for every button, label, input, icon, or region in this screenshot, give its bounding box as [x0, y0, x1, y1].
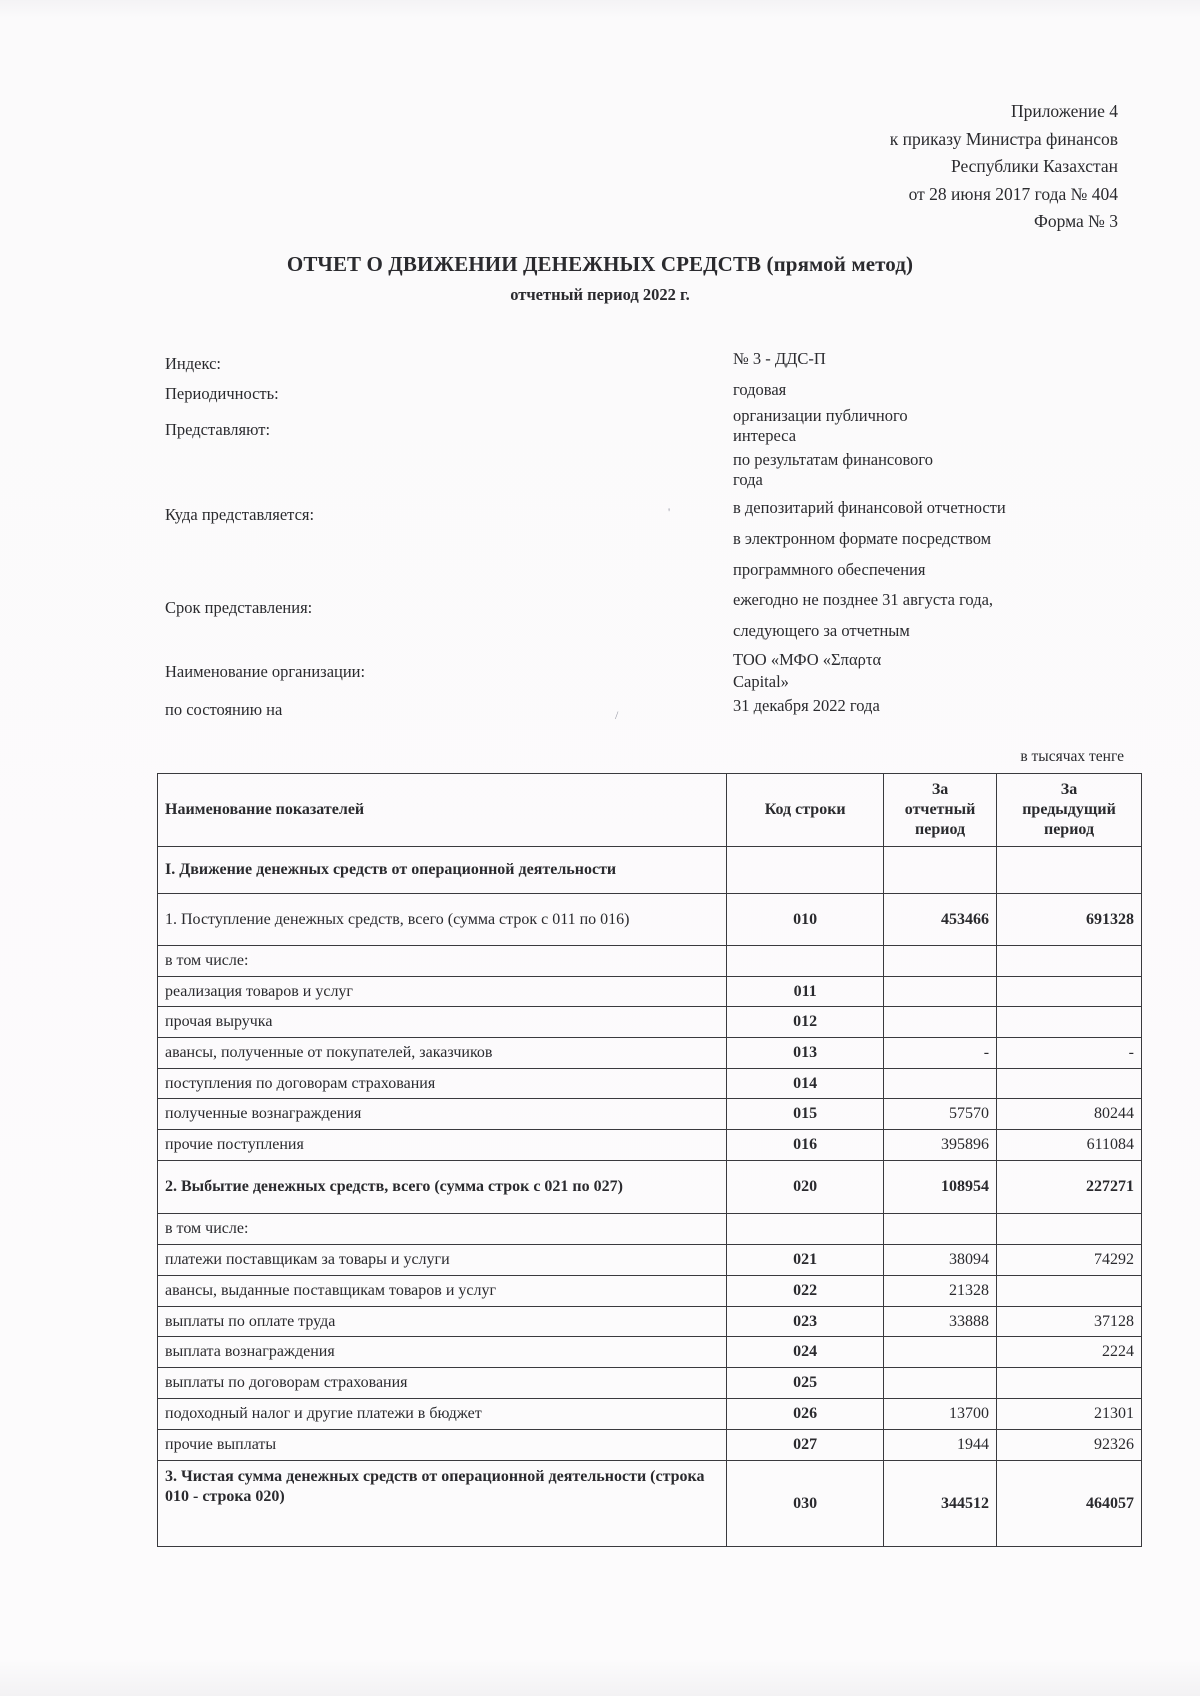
indicator-name-cell: реализация товаров и услуг	[158, 977, 727, 1007]
current-period-cell	[884, 1214, 997, 1245]
indicator-name-cell: I. Движение денежных средств от операционной деятельности	[158, 847, 727, 894]
previous-period-cell	[997, 1214, 1142, 1245]
table-row	[158, 847, 1142, 894]
appendix-line: к приказу Министра финансов	[889, 128, 1118, 149]
header-previous-period	[997, 774, 1142, 847]
table-row	[158, 894, 1142, 946]
indicator-name-cell: в том числе:	[158, 946, 727, 977]
indicator-name-cell: в том числе:	[158, 1214, 727, 1245]
previous-period-cell: -	[997, 1038, 1142, 1069]
previous-period-cell: 37128	[997, 1307, 1142, 1337]
previous-period-cell	[997, 946, 1142, 977]
current-period-cell	[884, 1007, 997, 1038]
header-current-line: отчетный	[904, 801, 976, 818]
line-code-cell: 010	[727, 894, 884, 946]
table-row	[158, 1069, 1142, 1099]
current-period-cell: 38094	[884, 1245, 997, 1276]
line-code-cell	[727, 946, 884, 977]
table-row	[158, 1161, 1142, 1214]
scan-speck: '	[668, 505, 671, 519]
previous-period-cell: 80244	[997, 1099, 1142, 1130]
indicator-name-cell: 3. Чистая сумма денежных средств от операционной деятельности (строка 010 - строка 020)	[158, 1461, 727, 1547]
indicator-name-cell: поступления по договорам страхования	[158, 1069, 727, 1099]
previous-period-cell: 227271	[997, 1161, 1142, 1214]
previous-period-cell: 611084	[997, 1130, 1142, 1161]
periodicity-value: годовая	[733, 380, 787, 399]
submitters-value-3: по результатам финансового	[733, 450, 934, 469]
line-code-cell	[727, 1214, 884, 1245]
table-row	[158, 1337, 1142, 1368]
current-period-cell	[884, 946, 997, 977]
current-period-cell: 453466	[884, 894, 997, 946]
previous-period-cell	[997, 1007, 1142, 1038]
header-indicator-name: Наименование показателей	[158, 774, 727, 847]
appendix-line: Республики Казахстан	[950, 156, 1118, 176]
current-period-cell	[884, 847, 997, 894]
table-row	[158, 1399, 1142, 1430]
current-period-cell: 1944	[884, 1430, 997, 1461]
indicator-name-cell: платежи поставщикам за товары и услуги	[158, 1245, 727, 1276]
line-code-cell: 012	[727, 1007, 884, 1038]
indicator-name-cell: 1. Поступление денежных средств, всего (сумма строк с 011 по 016)	[158, 894, 727, 946]
submitters-value-2: интереса	[733, 426, 797, 445]
table-row	[158, 1276, 1142, 1307]
line-code-cell: 021	[727, 1245, 884, 1276]
table-row	[158, 1430, 1142, 1461]
scan-speck: /	[615, 708, 619, 722]
header-line-code: Код строки	[727, 774, 884, 847]
line-code-cell: 026	[727, 1399, 884, 1430]
indicator-name-cell: выплаты по договорам страхования	[158, 1368, 727, 1399]
previous-period-cell: 92326	[997, 1430, 1142, 1461]
line-code-cell: 022	[727, 1276, 884, 1307]
indicator-name-cell: авансы, выданные поставщикам товаров и услуг	[158, 1276, 727, 1307]
table-row	[158, 1368, 1142, 1399]
report-period: отчетный период 2022 г.	[510, 285, 690, 304]
current-period-cell: 33888	[884, 1307, 997, 1337]
line-code-cell	[727, 847, 884, 894]
previous-period-cell	[997, 1069, 1142, 1099]
destination-value-1: в депозитарий финансовой отчетности	[733, 498, 1006, 517]
line-code-cell: 024	[727, 1337, 884, 1368]
as-of-value: 31 декабря 2022 года	[733, 696, 880, 715]
current-period-cell: 21328	[884, 1276, 997, 1307]
indicator-name-cell: подоходный налог и другие платежи в бюджет	[158, 1399, 727, 1430]
table-row	[158, 1461, 1142, 1547]
indicator-name-cell: прочие поступления	[158, 1130, 727, 1161]
appendix-line: от 28 июня 2017 года № 404	[908, 183, 1118, 204]
previous-period-cell	[997, 1368, 1142, 1399]
previous-period-cell: 2224	[997, 1337, 1142, 1368]
destination-value-3: программного обеспечения	[733, 560, 926, 579]
line-code-cell: 015	[727, 1099, 884, 1130]
units-note: в тысячах тенге	[1020, 748, 1124, 765]
previous-period-cell	[997, 977, 1142, 1007]
line-code-cell: 013	[727, 1038, 884, 1069]
current-period-cell: 13700	[884, 1399, 997, 1430]
index-label: Индекс:	[165, 354, 221, 373]
header-previous-line: период	[1043, 821, 1095, 838]
destination-label: Куда представляется:	[165, 505, 315, 524]
submitters-label: Представляют:	[165, 420, 271, 439]
indicator-name-cell: полученные вознаграждения	[158, 1099, 727, 1130]
current-period-cell	[884, 977, 997, 1007]
current-period-cell: -	[884, 1038, 997, 1069]
table-body	[158, 847, 1142, 1547]
line-code-cell: 020	[727, 1161, 884, 1214]
current-period-cell	[884, 1337, 997, 1368]
organization-value-1: ТОО «МФО «Σπαρτα	[733, 650, 882, 669]
previous-period-cell	[997, 1276, 1142, 1307]
current-period-cell: 344512	[884, 1461, 997, 1547]
header-current-line: период	[915, 821, 966, 838]
current-period-cell	[884, 1069, 997, 1099]
line-code-cell: 030	[727, 1461, 884, 1547]
table-header-row	[158, 774, 1142, 847]
current-period-cell: 57570	[884, 1099, 997, 1130]
header-previous-line: предыдущий	[1022, 801, 1116, 818]
index-value: № 3 - ДДС-П	[733, 349, 826, 368]
indicator-name-cell: авансы, полученные от покупателей, заказчиков	[158, 1038, 727, 1069]
cash-flow-table	[157, 773, 1142, 1547]
destination-value-2: в электронном формате посредством	[733, 529, 992, 548]
table-row	[158, 977, 1142, 1007]
line-code-cell: 025	[727, 1368, 884, 1399]
line-code-cell: 011	[727, 977, 884, 1007]
header-current-period	[884, 774, 997, 847]
table-row	[158, 1307, 1142, 1337]
previous-period-cell: 691328	[997, 894, 1142, 946]
previous-period-cell	[997, 847, 1142, 894]
periodicity-label: Периодичность:	[165, 384, 279, 403]
current-period-cell	[884, 1368, 997, 1399]
deadline-label: Срок представления:	[165, 598, 313, 617]
table-row	[158, 1007, 1142, 1038]
form-number: Форма № 3	[1034, 211, 1118, 231]
table-row	[158, 1214, 1142, 1245]
indicator-name-cell: прочая выручка	[158, 1007, 727, 1038]
previous-period-cell: 464057	[997, 1461, 1142, 1547]
table-row	[158, 1245, 1142, 1276]
appendix-reference	[890, 98, 1118, 236]
line-code-cell: 016	[727, 1130, 884, 1161]
indicator-name-cell: выплаты по оплате труда	[158, 1307, 727, 1337]
report-title: ОТЧЕТ О ДВИЖЕНИИ ДЕНЕЖНЫХ СРЕДСТВ (прямой метод)	[286, 252, 914, 276]
line-code-cell: 014	[727, 1069, 884, 1099]
current-period-cell: 395896	[884, 1130, 997, 1161]
deadline-value-2: следующего за отчетным	[733, 621, 910, 640]
indicator-name-cell: 2. Выбытие денежных средств, всего (сумма строк с 021 по 027)	[158, 1161, 727, 1214]
previous-period-cell: 21301	[997, 1399, 1142, 1430]
submitters-value-4: года	[733, 470, 763, 489]
submitters-value-1: организации публичного	[733, 406, 908, 425]
previous-period-cell: 74292	[997, 1245, 1142, 1276]
deadline-value-1: ежегодно не позднее 31 августа года,	[733, 590, 994, 609]
table-row	[158, 1130, 1142, 1161]
table-row	[158, 1099, 1142, 1130]
as-of-label: по состоянию на	[165, 700, 283, 719]
line-code-cell: 023	[727, 1307, 884, 1337]
table-row	[158, 1038, 1142, 1069]
header-current-line: За	[931, 781, 949, 798]
current-period-cell: 108954	[884, 1161, 997, 1214]
table-row	[158, 946, 1142, 977]
organization-label: Наименование организации:	[165, 662, 366, 681]
header-previous-line: За	[1060, 781, 1078, 798]
appendix-line: Приложение 4	[1010, 101, 1118, 121]
indicator-name-cell: прочие выплаты	[158, 1430, 727, 1461]
organization-value-2: Capital»	[733, 672, 789, 691]
line-code-cell: 027	[727, 1430, 884, 1461]
indicator-name-cell: выплата вознаграждения	[158, 1337, 727, 1368]
